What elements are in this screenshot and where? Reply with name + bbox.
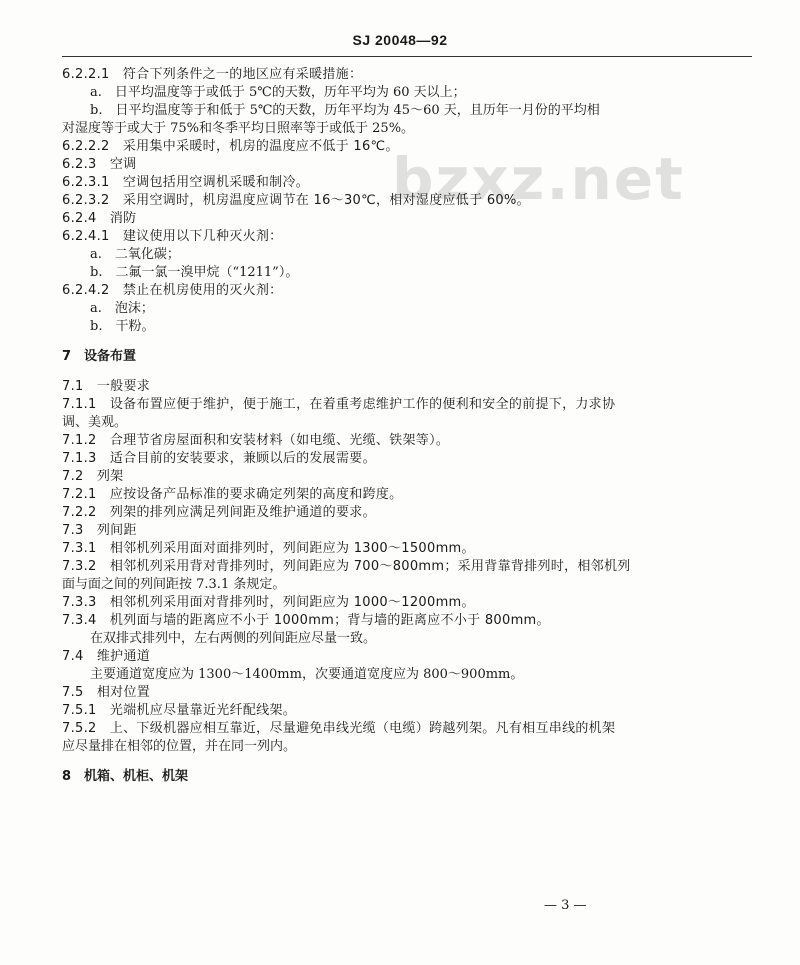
clause-6-2-4-1: 6.2.4.1 建议使用以下几种灭火剂： bbox=[62, 229, 283, 244]
clause-7-4: 7.4 维护通道 bbox=[62, 649, 151, 664]
clause-7-1-1: 7.1.1 设备布置应便于维护，便于施工，在着重考虑维护工作的便利和安全的前提下，力求协 bbox=[62, 397, 616, 412]
item-b-continued: 对湿度等于或大于 75%和冬季平均日照率等于或低于 25%。 bbox=[62, 121, 415, 136]
item-b: b. 日平均温度等于和低于 5℃的天数，历年平均为 45～60 天，且历年一月份的平均相 bbox=[90, 103, 600, 118]
clause-7-3-3: 7.3.3 相邻机列采用面对背排列时，列间距应为 1000～1200mm。 bbox=[62, 595, 475, 610]
item-b: b. 二氟一氯一溴甲烷（“1211”）。 bbox=[90, 265, 299, 280]
watermark: bzxz.net bbox=[392, 145, 685, 213]
clause-7-3-2: 7.3.2 相邻机列采用背对背排列时，列间距应为 700～800mm；采用背靠背排列时，相邻机列 bbox=[62, 559, 631, 574]
clause-6-2-4-2: 6.2.4.2 禁止在机房使用的灭火剂： bbox=[62, 283, 283, 298]
clause-7-1-1-continued: 调、美观。 bbox=[62, 415, 128, 430]
clause-7-2-1: 7.2.1 应按设备产品标准的要求确定列架的高度和跨度。 bbox=[62, 487, 403, 502]
clause-6-2-3-2: 6.2.3.2 采用空调时，机房温度应调节在 16～30℃，相对湿度应低于 60%。 bbox=[62, 193, 530, 208]
clause-7-4-text: 主要通道宽度应为 1300～1400mm，次要通道宽度应为 800～900mm。 bbox=[90, 667, 524, 682]
clause-7-1-3: 7.1.3 适合目前的安装要求，兼顾以后的发展需要。 bbox=[62, 451, 376, 466]
clause-7-3-2-continued: 面与面之间的列间距按 7.3.1 条规定。 bbox=[62, 577, 286, 592]
section-8-heading: 8 机箱、机柜、机架 bbox=[62, 769, 189, 784]
item-a: a. 泡沫； bbox=[90, 301, 154, 316]
clause-7-3: 7.3 列间距 bbox=[62, 523, 137, 538]
clause-7-5: 7.5 相对位置 bbox=[62, 685, 151, 700]
clause-7-3-1: 7.3.1 相邻机列采用面对面排列时，列间距应为 1300～1500mm。 bbox=[62, 541, 475, 556]
clause-7-3-4: 7.3.4 机列面与墙的距离应不小于 1000mm；背与墙的距离应不小于 800mm。 bbox=[62, 613, 550, 628]
clause-7-2: 7.2 列架 bbox=[62, 469, 124, 484]
clause-6-2-3: 6.2.3 空调 bbox=[62, 157, 137, 172]
page-number: — 3 — bbox=[544, 898, 587, 913]
clause-7-1-2: 7.1.2 合理节省房屋面积和安装材料（如电缆、光缆、铁架等）。 bbox=[62, 433, 450, 448]
clause-6-2-4: 6.2.4 消防 bbox=[62, 211, 137, 226]
item-a: a. 二氧化碳； bbox=[90, 247, 180, 262]
clause-7-3-4-note: 在双排式排列中，左右两侧的列间距应尽量一致。 bbox=[90, 631, 377, 646]
clause-6-2-2-1: 6.2.2.1 符合下列条件之一的地区应有采暖措施： bbox=[62, 67, 363, 82]
item-b: b. 干粉。 bbox=[90, 319, 155, 334]
clause-7-5-2-continued: 应尽量排在相邻的位置，并在同一列内。 bbox=[62, 739, 297, 754]
clause-7-5-2: 7.5.2 上、下级机器应相互靠近，尽量避免串线光缆（电缆）跨越列架。凡有相互串线的机架 bbox=[62, 721, 616, 736]
clause-7-2-2: 7.2.2 列架的排列应满足列间距及维护通道的要求。 bbox=[62, 505, 376, 520]
clause-7-5-1: 7.5.1 光端机应尽量靠近光纤配线架。 bbox=[62, 703, 297, 718]
clause-6-2-3-1: 6.2.3.1 空调包括用空调机采暖和制冷。 bbox=[62, 175, 310, 190]
section-7-heading: 7 设备布置 bbox=[62, 349, 137, 364]
clause-6-2-2-2: 6.2.2.2 采用集中采暖时，机房的温度应不低于 16℃。 bbox=[62, 139, 399, 154]
item-a: a. 日平均温度等于或低于 5℃的天数，历年平均为 60 天以上； bbox=[90, 85, 466, 100]
document-body bbox=[62, 66, 752, 786]
standard-code-header: SJ 20048—92 bbox=[352, 32, 448, 48]
header-rule bbox=[62, 56, 752, 57]
clause-7-1: 7.1 一般要求 bbox=[62, 379, 151, 394]
